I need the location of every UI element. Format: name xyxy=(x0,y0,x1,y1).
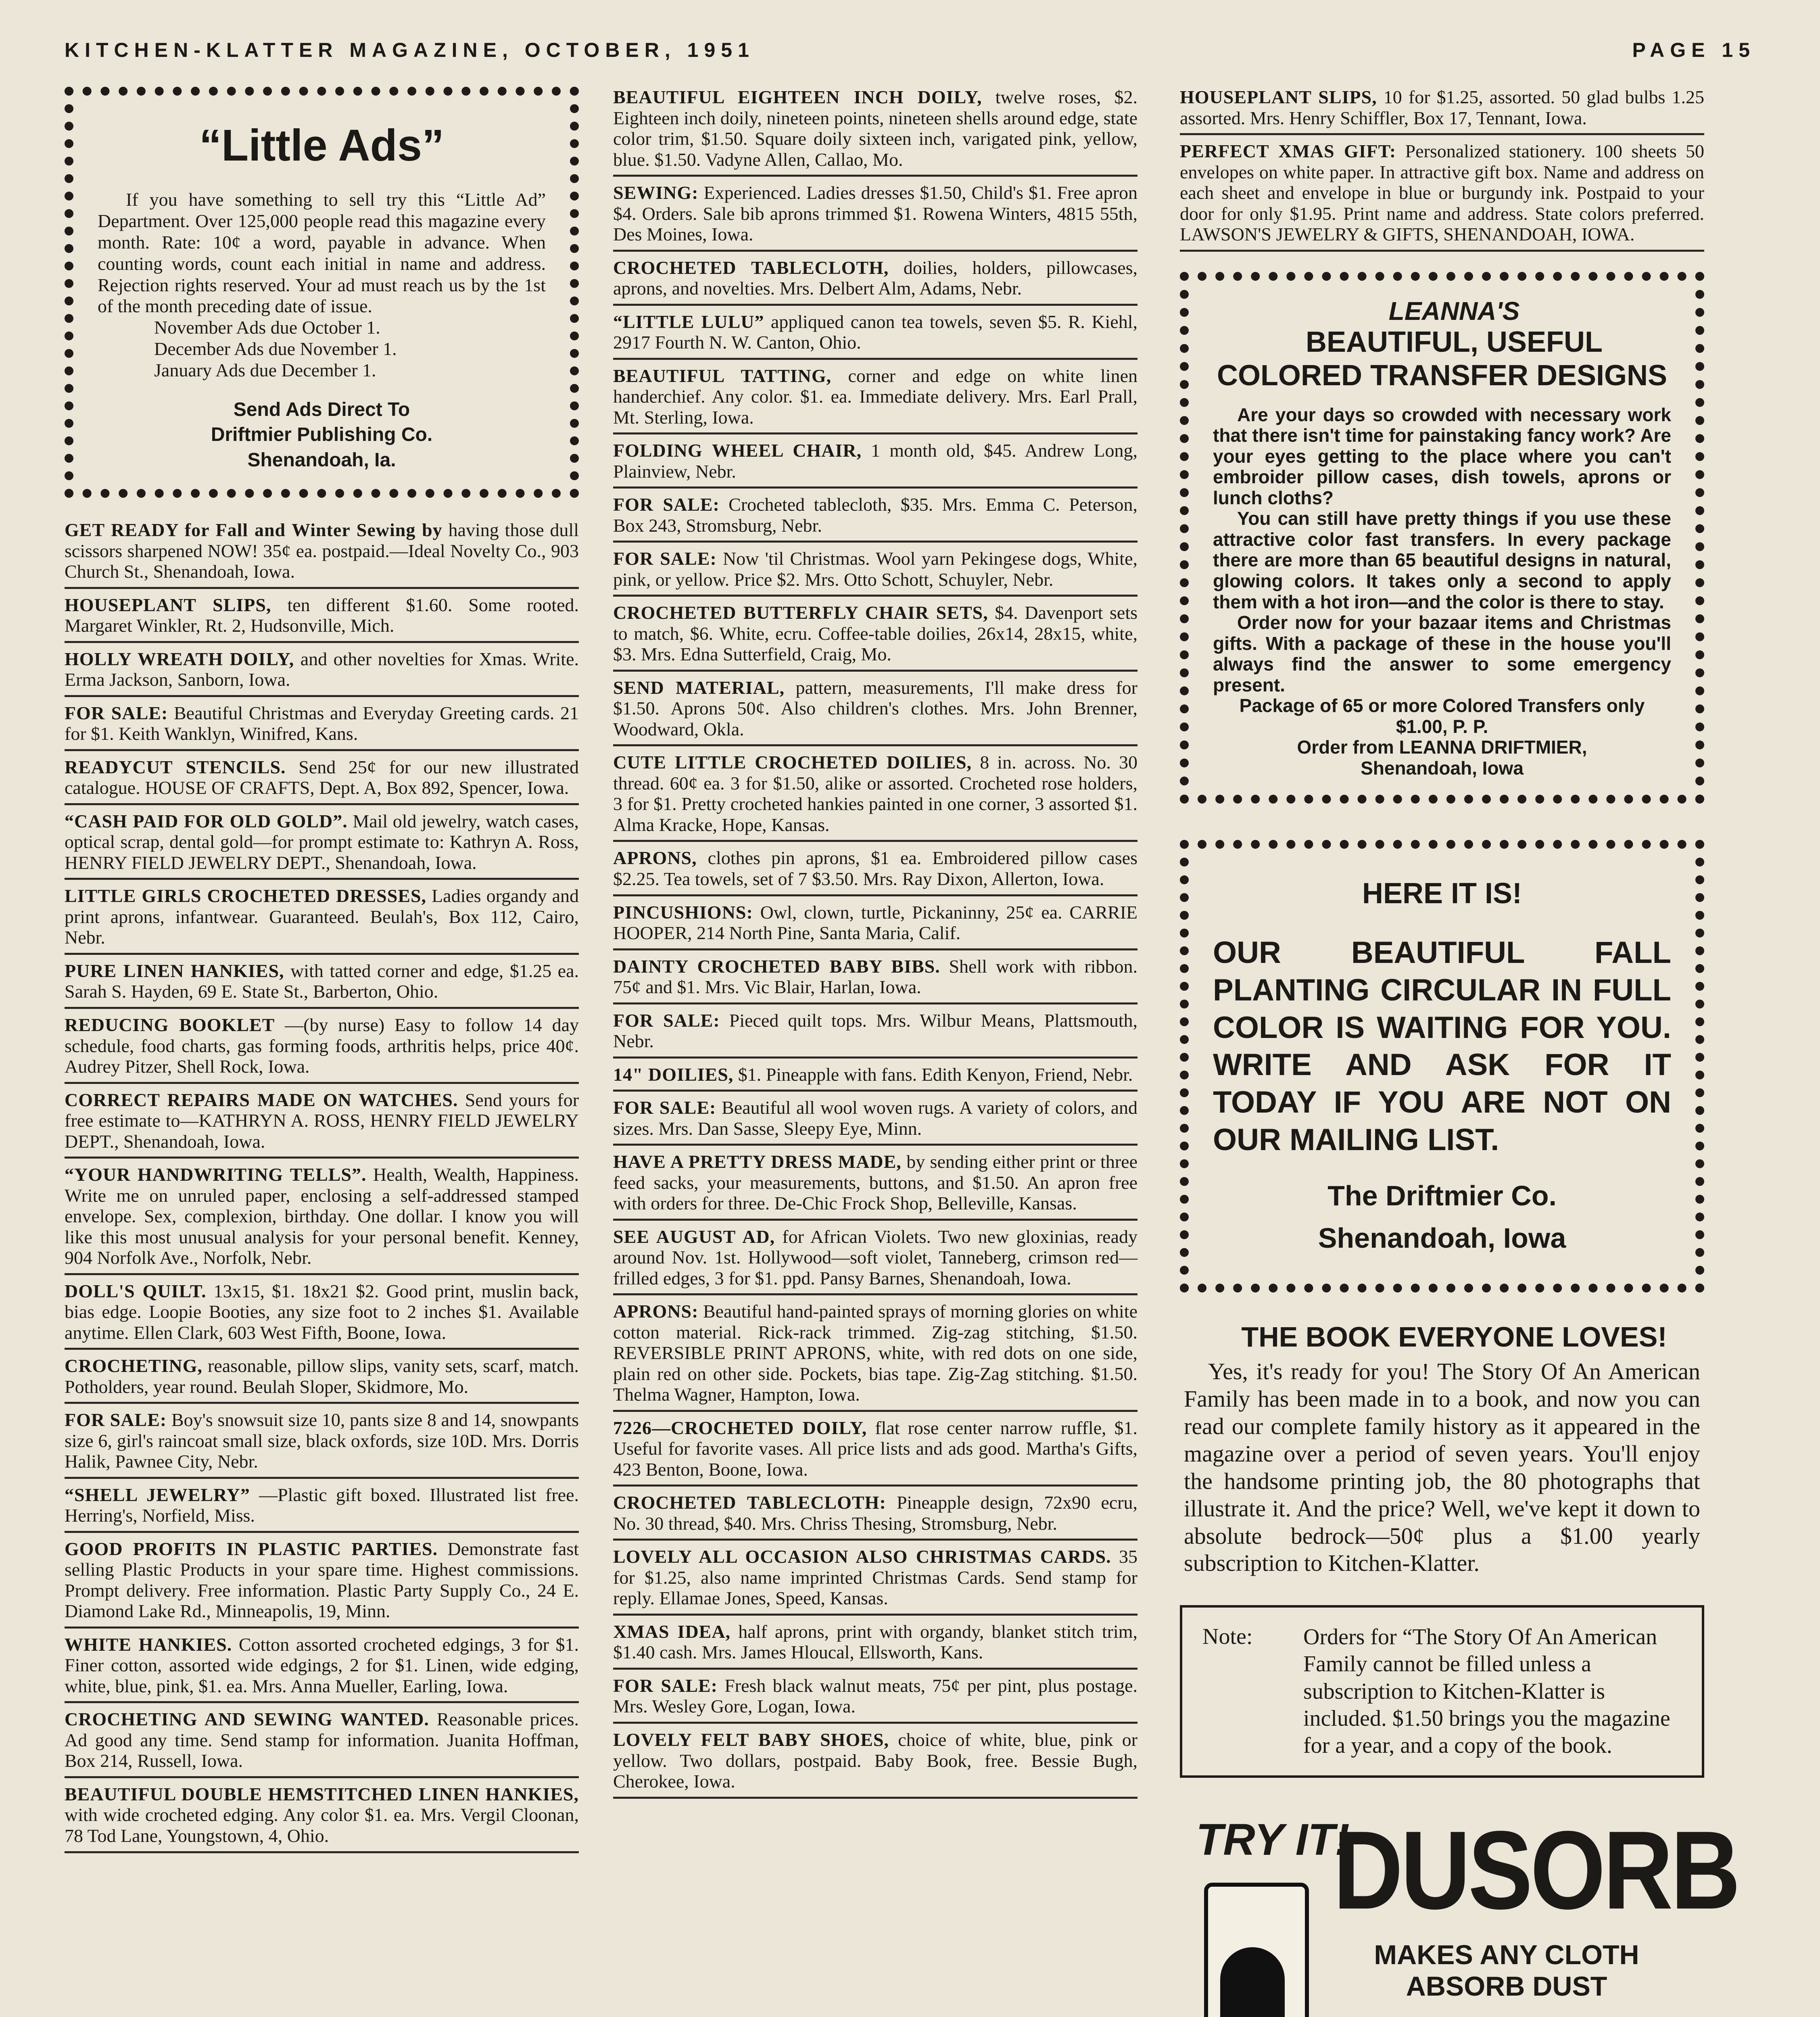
classified-ad xyxy=(613,1412,1138,1487)
classified-ad xyxy=(613,1059,1138,1092)
ad-headline: SEND MATERIAL, xyxy=(613,677,785,698)
ad-headline: SEWING: xyxy=(613,182,699,203)
magazine-title: KITCHEN-KLATTER MAGAZINE, OCTOBER, 1951 xyxy=(65,39,755,61)
ad-text: 10 for $1.25, assorted. 50 glad bulbs 1.25 assorted. Mrs. Henry Schiffler, Box 17, Tennant, Iowa. xyxy=(1180,87,1704,128)
ad-text: Owl, clown, turtle, Pickaninny, 25¢ ea. CARRIE HOOPER, 214 North Pine, Santa Maria, Calif. xyxy=(613,902,1138,944)
classified-ad xyxy=(613,1295,1138,1412)
ad-paragraph: Order now for your bazaar items and Christmas gifts. With a package of these in the house you'll always find the answer to some emergency present. xyxy=(1213,612,1671,695)
ad-text: Pieced quilt tops. Mrs. Wilbur Means, Plattsmouth, Nebr. xyxy=(613,1010,1138,1052)
ad-text: flat rose center narrow ruffle, $1. Useful for favorite vases. All price lists and ads good. Martha's Gifts, 423 Benton, Boone, Iowa. xyxy=(613,1417,1138,1480)
ad-text: Demonstrate fast selling Plastic Products in your spare time. Highest commissions. Prompt delivery. Free information. Plastic Party Supply Co., 24 E. Diamond Lake Rd., Minneapolis, 19, Minn. xyxy=(65,1538,579,1622)
due-date: December Ads due November 1. xyxy=(154,338,397,359)
ad-address: Shenandoah, Iowa xyxy=(1361,757,1524,779)
ad-body: OUR BEAUTIFUL FALL PLANTING CIRCULAR IN FULL COLOR IS WAITING FOR YOU. WRITE AND ASK FOR IT TODAY IF YOU ARE NOT ON OUR MAILING LIST. xyxy=(1213,935,1671,1157)
classified-list xyxy=(65,514,579,1853)
little-ads-intro: If you have something to sell try this “Little Ad” Department. Over 125,000 people read this magazine every month. Rate: 10¢ a word, payable in advance. When counting words, count each initial in name and address. Rejection rights reserved. Your ad must reach us by the 1st of the month preceding date of issue. xyxy=(98,189,546,317)
classified-ad xyxy=(613,1724,1138,1799)
ad-headline: BEAUTIFUL EIGHTEEN INCH DOILY, xyxy=(613,87,982,107)
ad-text: Send 25¢ for our new illustrated catalogue. HOUSE OF CRAFTS, Dept. A, Box 892, Spencer, Iowa. xyxy=(65,756,579,798)
classified-ad xyxy=(65,1350,579,1404)
classified-ad xyxy=(613,81,1138,177)
classified-ad xyxy=(65,1629,579,1704)
page-header xyxy=(65,38,1755,71)
ad-text: appliqued canon tea towels, seven $5. R. Kiehl, 2917 Fourth N. W. Canton, Ohio. xyxy=(613,311,1138,353)
ad-heading: BEAUTIFUL, USEFUL COLORED TRANSFER DESIGNS xyxy=(1217,326,1668,392)
ad-headline: “LITTLE LULU” xyxy=(613,311,764,332)
ad-headline: HOUSEPLANT SLIPS, xyxy=(65,594,271,615)
classified-ad xyxy=(613,1670,1138,1724)
classified-ad xyxy=(613,896,1138,950)
ad-headline: FOR SALE: xyxy=(65,702,168,723)
classified-ad xyxy=(65,1778,579,1853)
classified-ad xyxy=(65,1275,579,1350)
ad-headline: HOUSEPLANT SLIPS, xyxy=(1180,87,1377,107)
ad-headline: CROCHETED TABLECLOTH: xyxy=(613,1492,886,1513)
column-3 xyxy=(1180,87,1739,2017)
ad-text: Beautiful Christmas and Everyday Greeting cards. 21 for $1. Keith Wanklyn, Winifred, Kans. xyxy=(65,702,579,744)
book-body: Yes, it's ready for you! The Story Of An American Family has been made in to a book, and now you can read our complete family history as it appeared in the magazine over a period of seven years. You'll enjoy the handsome printing job, the 80 photographs that illustrate it. And the price? Well, we've kept it down to absolute bedrock—50¢ plus a $1.00 yearly subscription to Kitchen-Klatter. xyxy=(1184,1358,1700,1576)
dusorb-can-icon xyxy=(1204,1883,1309,2017)
classified-ad xyxy=(613,1221,1138,1296)
ad-text: Experienced. Ladies dresses $1.50, Child's $1. Free apron $4. Orders. Sale bib aprons trimmed $1. Rowena Winters, 4815 55th, Des Moines, Iowa. xyxy=(613,182,1138,245)
ad-headline: FOR SALE: xyxy=(613,1675,718,1696)
ad-order: Order from LEANNA DRIFTMIER, xyxy=(1297,737,1587,758)
dusorb-brand: DUSORB xyxy=(1333,1808,1739,1932)
classified-ad xyxy=(613,489,1138,543)
ad-headline: PURE LINEN HANKIES, xyxy=(65,960,284,981)
classified-ad xyxy=(613,597,1138,672)
ad-headline: CROCHETED TABLECLOTH, xyxy=(613,257,889,278)
dusorb-tagline: MAKES ANY CLOTH ABSORB DUST xyxy=(1374,1940,1639,2002)
ad-headline: LOVELY ALL OCCASION ALSO CHRISTMAS CARDS. xyxy=(613,1546,1111,1567)
ad-text: Send yours for free estimate to—KATHRYN A. ROSS, HENRY FIELD JEWELRY DEPT., Shenandoah, Iowa. xyxy=(65,1089,579,1152)
classified-ad xyxy=(613,543,1138,597)
classified-ad xyxy=(65,1703,579,1778)
ad-headline: REDUCING BOOKLET xyxy=(65,1014,275,1035)
classified-ad xyxy=(65,643,579,697)
ad-text: twelve roses, $2. Eighteen inch doily, nineteen points, nineteen shells around edge, state color trim, $1.50. Square doily sixteen inch, varigated pink, yellow, blue. $1.50. Vadyne Allen, Callao, Mo. xyxy=(613,87,1138,170)
little-ads-box xyxy=(65,87,579,498)
ad-text: clothes pin aprons, $1 ea. Embroidered pillow cases $2.25. Tea towels, set of 7 $3.50. Mrs. Ray Dixon, Allerton, Iowa. xyxy=(613,848,1138,889)
ad-text: $1. Pineapple with fans. Edith Kenyon, Friend, Nebr. xyxy=(738,1064,1133,1085)
leanna-transfer-ad xyxy=(1180,272,1704,804)
ad-headline: FOR SALE: xyxy=(613,1010,720,1031)
note-text: Orders for “The Story Of An American Family cannot be filled unless a subscription to Kitchen-Klatter is included. $1.50 brings you the magazine for a year, and a copy of the book. xyxy=(1303,1624,1670,1758)
ad-headline: FOR SALE: xyxy=(613,1097,716,1118)
ad-text: 35 for $1.25, also name imprinted Christmas Cards. Send stamp for reply. Ellamae Jones, Speed, Kansas. xyxy=(613,1546,1138,1609)
ad-headline: GOOD PROFITS IN PLASTIC PARTIES. xyxy=(65,1538,438,1559)
ad-text: 1 month old, $45. Andrew Long, Plainview, Nebr. xyxy=(613,440,1138,482)
ad-text: Ladies organdy and print aprons, infantwear. Guaranteed. Beulah's, Box 112, Cairo, Nebr. xyxy=(65,885,579,948)
ad-headline: DOLL'S QUILT. xyxy=(65,1280,207,1301)
classified-ad xyxy=(1180,81,1704,135)
column-2 xyxy=(613,87,1138,1799)
planting-circular-ad xyxy=(1180,840,1704,1292)
ad-paragraph: Are your days so crowded with necessary work that there isn't time for painstaking fancy work? Are your eyes getting to the place where you can't embroider pillow cases, dish towels, aprons or lunch cloths? xyxy=(1213,404,1671,508)
ad-headline: CROCHETING AND SEWING WANTED. xyxy=(65,1709,429,1730)
classified-ad xyxy=(65,1533,579,1629)
ad-headline: FOR SALE: xyxy=(613,494,720,515)
send-address: Send Ads Direct To Driftmier Publishing Co. Shenandoah, Ia. xyxy=(211,399,433,471)
classified-ad xyxy=(65,880,579,955)
ad-headline: SEE AUGUST AD, xyxy=(613,1226,775,1247)
classified-ad xyxy=(65,589,579,643)
ad-text: Health, Wealth, Happiness. Write me on unruled paper, enclosing a self-addressed stamped envelope. Sex, complexion, birthday. One dollar. I know you will like this most unusual analysis for your personal benefit. Kenney, 904 Norfolk Ave., Norfolk, Nebr. xyxy=(65,1164,579,1268)
ad-headline: BEAUTIFUL DOUBLE HEMSTITCHED LINEN HANKIES, xyxy=(65,1783,579,1804)
ad-headline: “SHELL JEWELRY” xyxy=(65,1484,250,1505)
classified-list xyxy=(1180,81,1704,252)
classified-ad xyxy=(65,697,579,751)
ad-headline: HOLLY WREATH DOILY, xyxy=(65,648,294,669)
ad-headline: 14" DOILIES, xyxy=(613,1064,734,1085)
due-date: January Ads due December 1. xyxy=(154,360,376,381)
column-1 xyxy=(65,87,579,1853)
can-label-icon xyxy=(1220,1947,1285,2017)
ad-text: Crocheted tablecloth, $35. Mrs. Emma C. Peterson, Box 243, Stromsburg, Nebr. xyxy=(613,494,1138,536)
ad-text: ten different $1.60. Some rooted. Margaret Winkler, Rt. 2, Hudsonville, Mich. xyxy=(65,594,579,636)
ad-headline: BEAUTIFUL TATTING, xyxy=(613,365,832,386)
ad-headline: READYCUT STENCILS. xyxy=(65,756,286,777)
classified-ad xyxy=(613,672,1138,747)
classified-ad xyxy=(613,1487,1138,1541)
classified-ad xyxy=(613,177,1138,252)
book-ad xyxy=(1180,1321,1704,1577)
ad-title: HERE IT IS! xyxy=(1362,877,1522,910)
ad-headline: “YOUR HANDWRITING TELLS”. xyxy=(65,1164,367,1185)
ad-headline: APRONS, xyxy=(613,848,697,869)
dusorb-ad xyxy=(1180,1806,1739,2017)
ad-headline: DAINTY CROCHETED BABY BIBS. xyxy=(613,956,940,977)
ad-text: Personalized stationery. 100 sheets 50 envelopes on white paper. In attractive gift box. Name and address on each sheet and envelope in blue or burgundy ink. Postpaid to your door for only $1.95. Print name and address. State colors preferred. LAWSON'S JEWELRY & GIFTS, SHENANDOAH, IOWA. xyxy=(1180,141,1705,245)
ad-headline: CORRECT REPAIRS MADE ON WATCHES. xyxy=(65,1089,458,1110)
classified-ad xyxy=(613,1092,1138,1146)
classified-ad xyxy=(613,1146,1138,1221)
ad-text: choice of white, blue, pink or yellow. Two dollars, postpaid. Baby Book, free. Bessie Bugh, Cherokee, Iowa. xyxy=(613,1729,1138,1792)
classified-ad xyxy=(65,1009,579,1084)
classified-ad xyxy=(65,1479,579,1533)
ad-text: Cotton assorted crocheted edgings, 3 for $1. Finer cotton, assorted wide edgings, 2 for $1. Linen, wide edging, white, blue, pink, $1. ea. Mrs. Anna Mueller, Earling, Iowa. xyxy=(65,1634,579,1696)
book-title: THE BOOK EVERYONE LOVES! xyxy=(1241,1321,1667,1353)
classified-ad xyxy=(65,751,579,805)
little-ads-title: “Little Ads” xyxy=(199,121,445,170)
classified-ad xyxy=(1180,135,1704,252)
classified-ad xyxy=(613,1541,1138,1616)
ad-headline: WHITE HANKIES. xyxy=(65,1634,232,1655)
ad-paragraph: You can still have pretty things if you use these attractive color fast transfers. In every package there are more than 65 beautiful designs in natural, glowing colors. It takes only a second to apply them with a hot iron—and the color is there to stay. xyxy=(1213,508,1671,612)
ad-text: with wide crocheted edging. Any color $1. ea. Mrs. Vergil Cloonan, 78 Tod Lane, Youngstown, 4, Ohio. xyxy=(65,1804,579,1846)
due-date: November Ads due October 1. xyxy=(154,317,380,338)
ad-text: pattern, measurements, I'll make dress for $1.50. Aprons 50¢. Also children's clothes. Mrs. John Brenner, Woodward, Okla. xyxy=(613,677,1138,739)
ad-headline: CROCHETED BUTTERFLY CHAIR SETS, xyxy=(613,602,988,623)
ad-text: Shell work with ribbon. 75¢ and $1. Mrs. Vic Blair, Harlan, Iowa. xyxy=(613,956,1138,998)
ad-headline: FOR SALE: xyxy=(613,548,717,569)
ad-text: having those dull scissors sharpened NOW! 35¢ ea. postpaid.—Ideal Novelty Co., 903 Church St., Shenandoah, Iowa. xyxy=(65,520,579,582)
ad-text: Boy's snowsuit size 10, pants size 8 and 14, snowpants size 6, girl's raincoat small size, black oxfords, size 10D. Mrs. Dorris Halik, Pawnee City, Nebr. xyxy=(65,1409,579,1472)
ad-text: 13x15, $1. 18x21 $2. Good print, muslin back, bias edge. Loopie Booties, any size foot to 2 inches $1. Available anytime. Ellen Clark, 603 West Fifth, Boone, Iowa. xyxy=(65,1280,579,1343)
ad-text: corner and edge on white linen handerchief. Any color. $1. ea. Immediate delivery. Mrs. Earl Prall, Mt. Sterling, Iowa. xyxy=(613,365,1138,428)
ad-text: reasonable, pillow slips, vanity sets, scarf, match. Potholders, year round. Beulah Sloper, Skidmore, Mo. xyxy=(65,1355,579,1397)
classified-ad xyxy=(65,805,579,880)
ad-text: Reasonable prices. Ad good any time. Send stamp for information. Juanita Hoffman, Box 214, Russell, Iowa. xyxy=(65,1709,579,1771)
page-number: PAGE 15 xyxy=(1632,39,1755,61)
ad-offer: Package of 65 or more Colored Transfers only $1.00, P. P. xyxy=(1239,695,1645,737)
ad-headline: GET READY for Fall and Winter Sewing by xyxy=(65,520,442,541)
ad-text: Beautiful all wool woven rugs. A variety of colors, and sizes. Mrs. Dan Sasse, Sleepy Eye, Minn. xyxy=(613,1097,1138,1139)
ad-text: and other novelties for Xmas. Write. Erma Jackson, Sanborn, Iowa. xyxy=(65,648,579,690)
classified-ad xyxy=(613,746,1138,842)
classified-ad xyxy=(65,1404,579,1479)
ad-text: —(by nurse) Easy to follow 14 day schedule, food charts, gas forming foods, arthritis helps, price 40¢. Audrey Pitzer, Shell Rock, Iowa. xyxy=(65,1014,579,1077)
classified-ad xyxy=(65,1084,579,1159)
classified-ad xyxy=(613,1616,1138,1670)
ad-text: half aprons, print with organdy, blanket stitch trim, $1.40 cash. Mrs. James Hloucal, Ellsworth, Kans. xyxy=(613,1621,1138,1663)
ad-headline: FOLDING WHEEL CHAIR, xyxy=(613,440,862,461)
classified-ad xyxy=(65,955,579,1009)
ad-text: Pineapple design, 72x90 ecru, No. 30 thread, $40. Mrs. Chriss Thesing, Stromsburg, Nebr. xyxy=(613,1492,1138,1534)
note-label: Note: xyxy=(1202,1624,1253,1650)
classified-ad xyxy=(613,306,1138,360)
ad-headline: PINCUSHIONS: xyxy=(613,902,753,923)
ad-headline: 7226—CROCHETED DOILY, xyxy=(613,1417,867,1438)
ad-headline: LOVELY FELT BABY SHOES, xyxy=(613,1729,889,1750)
try-it-label: TRY IT! xyxy=(1196,1815,1350,1865)
ad-title: LEANNA'S xyxy=(1388,296,1520,326)
classified-ad xyxy=(65,1159,579,1275)
ad-text: 8 in. across. No. 30 thread. 60¢ ea. 3 for $1.50, alike or assorted. Crocheted rose holders, 3 for $1. Pretty crocheted hankies painted in one corner, 3 assorted $1. Alma Kracke, Hope, Kansas. xyxy=(613,752,1138,835)
ad-headline: HAVE A PRETTY DRESS MADE, xyxy=(613,1151,902,1172)
ad-text: with tatted corner and edge, $1.25 ea. Sarah S. Hayden, 69 E. State St., Barberton, Ohio. xyxy=(65,960,579,1002)
ad-text: by sending either print or three feed sacks, your measurements, buttons, and $1.50. An apron free with orders for three. De-Chic Frock Shop, Belleville, Kansas. xyxy=(613,1151,1138,1214)
ad-text: Beautiful hand-painted sprays of morning glories on white cotton material. Rick-rack trimmed. Zig-zag stitching, $1.50. REVERSIBLE PRINT APRONS, white, with red dots on one side, plain red on other side. Pockets, bias tape. Zig-Zag stitching. $1.50. Thelma Wagner, Hampton, Iowa. xyxy=(613,1301,1138,1405)
ad-text: for African Violets. Two new gloxinias, ready around Nov. 1st. Hollywood—soft violet, Tanneberg, crimson red—frilled edges, 3 for $1. ppd. Pansy Barnes, Shenandoah, Iowa. xyxy=(613,1226,1138,1288)
ad-headline: CROCHETING, xyxy=(65,1355,202,1376)
note-box xyxy=(1180,1605,1704,1778)
classified-ad xyxy=(613,950,1138,1004)
ad-text: Now 'til Christmas. Wool yarn Pekingese dogs, White, pink, or yellow. Price $2. Mrs. Otto Schott, Schuyler, Nebr. xyxy=(613,548,1138,590)
classified-ad xyxy=(613,360,1138,435)
ad-headline: FOR SALE: xyxy=(65,1409,167,1430)
ad-headline: PERFECT XMAS GIFT: xyxy=(1180,141,1396,162)
ad-headline: APRONS: xyxy=(613,1301,699,1322)
company-name: The Driftmier Co. Shenandoah, Iowa xyxy=(1318,1180,1566,1254)
ad-text: $4. Davenport sets to match, $6. White, ecru. Coffee-table doilies, 26x14, 28x15, white, $3. Mrs. Edna Sutterfield, Craig, Mo. xyxy=(613,602,1138,665)
ad-text: —Plastic gift boxed. Illustrated list free. Herring's, Norfield, Miss. xyxy=(65,1484,579,1526)
ad-text: Mail old jewelry, watch cases, optical scrap, dental gold—for prompt estimate to: Kathryn A. Ross, HENRY FIELD JEWELRY DEPT., Shenandoah, Iowa. xyxy=(65,810,579,873)
ad-headline: CUTE LITTLE CROCHETED DOILIES, xyxy=(613,752,972,773)
ad-headline: XMAS IDEA, xyxy=(613,1621,731,1642)
classified-ad xyxy=(65,514,579,589)
ad-text: doilies, holders, pillowcases, aprons, and novelties. Mrs. Delbert Alm, Adams, Nebr. xyxy=(613,257,1138,299)
ad-text: Fresh black walnut meats, 75¢ per pint, plus postage. Mrs. Wesley Gore, Logan, Iowa. xyxy=(613,1675,1138,1717)
classified-ad xyxy=(613,434,1138,489)
classified-ad xyxy=(613,252,1138,306)
classified-list xyxy=(613,81,1138,1799)
ad-headline: “CASH PAID FOR OLD GOLD”. xyxy=(65,810,348,831)
classified-ad xyxy=(613,842,1138,896)
classified-ad xyxy=(613,1004,1138,1059)
ad-headline: LITTLE GIRLS CROCHETED DRESSES, xyxy=(65,885,427,906)
